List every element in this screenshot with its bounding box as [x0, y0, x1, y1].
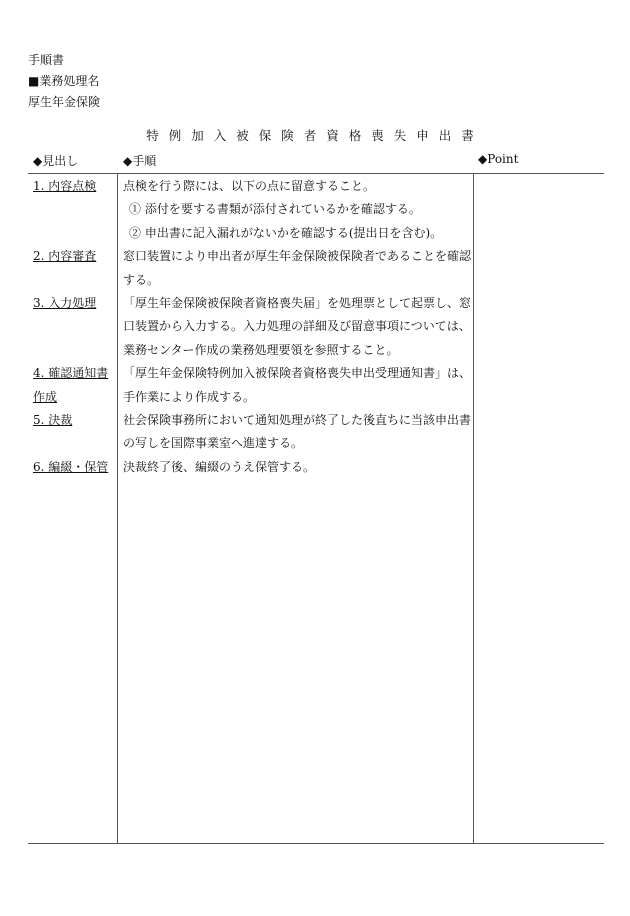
heading-text: 作成 [33, 389, 58, 404]
row-steps [117, 409, 473, 456]
row-steps [117, 456, 473, 479]
column-header-point: ◆Point [478, 152, 519, 166]
row-steps [117, 245, 473, 292]
row-heading [28, 456, 117, 479]
column-header-steps: ◆手順 [123, 154, 157, 168]
table-row [28, 292, 473, 362]
row-steps [117, 292, 473, 362]
column-header-heading: ◆見出し [33, 154, 79, 168]
heading-text: 5. 決裁 [33, 412, 73, 427]
table-row [28, 245, 473, 292]
step-line: の写しを国際事業室へ進達する。 [123, 436, 304, 451]
step-line: 「厚生年金保険特例加入被保険者資格喪失申出受理通知書」は、 [123, 366, 472, 381]
table-row [28, 456, 473, 479]
step-line: 決裁終了後、編綴のうえ保管する。 [123, 459, 316, 474]
step-line: 社会保険事務所において通知処理が終了した後直ちに当該申出書 [123, 412, 472, 427]
document-title: 特例加入被保険者資格喪失申出書 [146, 128, 484, 143]
row-heading [28, 409, 117, 456]
row-heading [28, 362, 117, 409]
row-steps [117, 362, 473, 409]
step-line: ① 添付を要する書類が添付されているかを確認する。 [129, 202, 421, 217]
step-line: 「厚生年金保険被保険者資格喪失届」を処理票として起票し、窓 [123, 295, 472, 310]
heading-text: 1. 内容点検 [33, 179, 97, 193]
heading-text: 6. 編綴・保管 [33, 459, 109, 474]
column-divider [473, 173, 474, 843]
step-line: する。 [123, 272, 160, 287]
table-row [28, 362, 473, 409]
step-line: 点検を行う際には、以下の点に留意すること。 [123, 179, 376, 193]
step-line: 窓口装置により申出者が厚生年金保険被保険者であることを確認 [123, 249, 472, 264]
row-heading [28, 245, 117, 292]
task-label: ■業務処理名 [28, 74, 100, 88]
row-heading [28, 292, 117, 362]
task-name: 厚生年金保険 [28, 95, 101, 109]
step-line: 業務センター作成の業務処理要領を参照すること。 [123, 342, 399, 357]
row-steps [117, 175, 473, 245]
heading-text: 3. 入力処理 [33, 295, 97, 310]
table-row [28, 175, 473, 245]
step-line: 手作業により作成する。 [123, 389, 256, 404]
step-line: ② 申出書に記入漏れがないかを確認する(提出日を含む)。 [129, 225, 443, 240]
procedure-table [28, 175, 473, 479]
row-heading [28, 175, 117, 245]
heading-text: 4. 確認通知書 [33, 366, 109, 381]
doc-type: 手順書 [28, 53, 65, 67]
heading-text: 2. 内容審査 [33, 249, 97, 264]
step-line: 口装置から入力する。入力処理の詳細及び留意事項については、 [123, 319, 471, 334]
table-top-rule [28, 173, 604, 174]
table-bottom-rule [28, 843, 604, 844]
table-row [28, 409, 473, 456]
